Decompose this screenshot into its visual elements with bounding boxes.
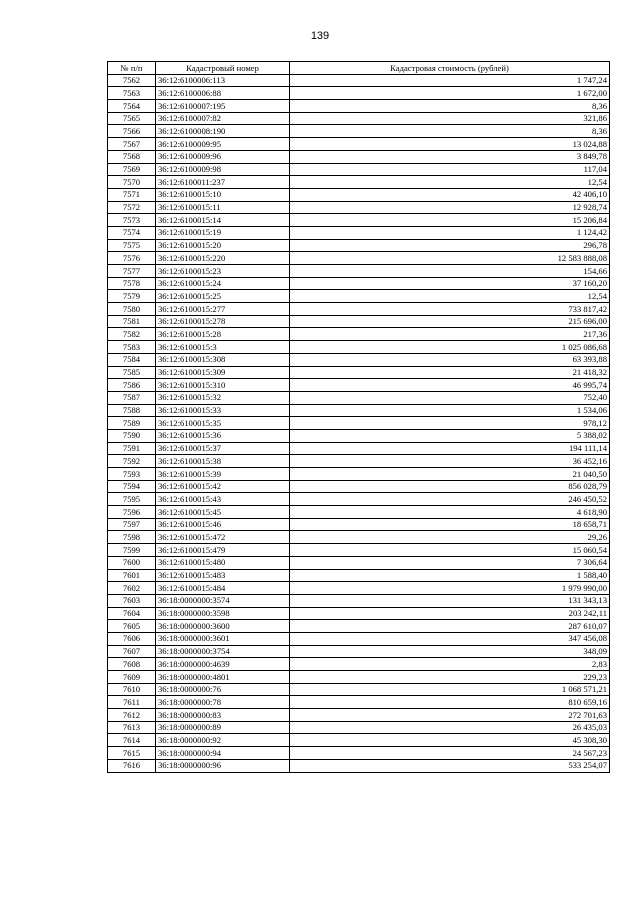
cadastral-number-cell: 36:12:6100015:20 — [156, 239, 290, 252]
cadastral-value-cell: 978,12 — [290, 417, 610, 430]
cadastral-number-cell: 36:12:6100015:309 — [156, 366, 290, 379]
cadastral-value-cell: 24 567,23 — [290, 747, 610, 760]
row-number-cell: 7597 — [108, 518, 156, 531]
table-row — [108, 493, 610, 506]
table-row — [108, 290, 610, 303]
row-number-cell: 7598 — [108, 531, 156, 544]
table-row — [108, 480, 610, 493]
table-row — [108, 150, 610, 163]
cadastral-number-cell: 36:12:6100015:278 — [156, 315, 290, 328]
row-number-cell: 7564 — [108, 100, 156, 113]
cadastral-value-cell: 856 028,79 — [290, 480, 610, 493]
cadastral-number-cell: 36:12:6100009:95 — [156, 138, 290, 151]
cadastral-number-cell: 36:18:0000000:78 — [156, 696, 290, 709]
table-row — [108, 87, 610, 100]
cadastral-number-cell: 36:18:0000000:76 — [156, 683, 290, 696]
table-row — [108, 620, 610, 633]
table-row — [108, 645, 610, 658]
row-number-cell: 7584 — [108, 353, 156, 366]
cadastral-number-cell: 36:18:0000000:4801 — [156, 671, 290, 684]
row-number-cell: 7562 — [108, 74, 156, 87]
table-row — [108, 138, 610, 151]
cadastral-value-cell: 29,26 — [290, 531, 610, 544]
row-number-cell: 7580 — [108, 303, 156, 316]
cadastral-value-cell: 131 343,13 — [290, 594, 610, 607]
cadastral-value-cell: 4 618,90 — [290, 506, 610, 519]
row-number-cell: 7566 — [108, 125, 156, 138]
cadastral-value-cell: 154,66 — [290, 265, 610, 278]
cadastral-number-cell: 36:12:6100015:480 — [156, 556, 290, 569]
cadastral-number-cell: 36:12:6100015:43 — [156, 493, 290, 506]
cadastral-value-cell: 3 849,78 — [290, 150, 610, 163]
table-row — [108, 683, 610, 696]
table-row — [108, 404, 610, 417]
table-row — [108, 303, 610, 316]
cadastral-number-cell: 36:18:0000000:4639 — [156, 658, 290, 671]
table-row — [108, 429, 610, 442]
table-header-row — [108, 62, 610, 75]
row-number-cell: 7573 — [108, 214, 156, 227]
cadastral-number-cell: 36:18:0000000:3754 — [156, 645, 290, 658]
row-number-cell: 7568 — [108, 150, 156, 163]
table-row — [108, 518, 610, 531]
cadastral-value-cell: 8,36 — [290, 125, 610, 138]
cadastral-number-cell: 36:12:6100007:195 — [156, 100, 290, 113]
cadastral-value-cell: 296,78 — [290, 239, 610, 252]
table-row — [108, 163, 610, 176]
cadastral-number-cell: 36:12:6100015:472 — [156, 531, 290, 544]
cadastral-number-cell: 36:12:6100015:39 — [156, 468, 290, 481]
cadastral-number-cell: 36:12:6100015:46 — [156, 518, 290, 531]
row-number-cell: 7612 — [108, 709, 156, 722]
cadastral-number-cell: 36:12:6100015:36 — [156, 429, 290, 442]
table-row — [108, 188, 610, 201]
row-number-cell: 7614 — [108, 734, 156, 747]
header-cadastral-number: Кадастровый номер — [156, 62, 290, 75]
table-row — [108, 112, 610, 125]
cadastral-number-cell: 36:12:6100009:96 — [156, 150, 290, 163]
cadastral-number-cell: 36:12:6100015:32 — [156, 391, 290, 404]
cadastral-number-cell: 36:18:0000000:83 — [156, 709, 290, 722]
table-row — [108, 696, 610, 709]
cadastral-value-cell: 117,04 — [290, 163, 610, 176]
cadastral-value-cell: 8,36 — [290, 100, 610, 113]
cadastral-value-cell: 194 111,14 — [290, 442, 610, 455]
cadastral-value-cell: 63 393,88 — [290, 353, 610, 366]
table-row — [108, 315, 610, 328]
page-number: 139 — [310, 30, 330, 42]
table-row — [108, 594, 610, 607]
cadastral-number-cell: 36:12:6100015:277 — [156, 303, 290, 316]
table-row — [108, 506, 610, 519]
row-number-cell: 7604 — [108, 607, 156, 620]
cadastral-value-cell: 1 124,42 — [290, 226, 610, 239]
cadastral-number-cell: 36:12:6100007:82 — [156, 112, 290, 125]
row-number-cell: 7607 — [108, 645, 156, 658]
cadastral-value-cell: 203 242,11 — [290, 607, 610, 620]
cadastral-value-cell: 1 534,06 — [290, 404, 610, 417]
cadastral-value-cell: 21 418,32 — [290, 366, 610, 379]
cadastral-value-cell: 1 979 990,00 — [290, 582, 610, 595]
cadastral-number-cell: 36:12:6100015:28 — [156, 328, 290, 341]
row-number-cell: 7586 — [108, 379, 156, 392]
table-row — [108, 341, 610, 354]
table-row — [108, 353, 610, 366]
cadastral-number-cell: 36:18:0000000:3600 — [156, 620, 290, 633]
cadastral-number-cell: 36:12:6100006:88 — [156, 87, 290, 100]
cadastral-number-cell: 36:12:6100015:484 — [156, 582, 290, 595]
cadastral-value-cell: 287 610,07 — [290, 620, 610, 633]
row-number-cell: 7611 — [108, 696, 156, 709]
row-number-cell: 7571 — [108, 188, 156, 201]
table-row — [108, 607, 610, 620]
cadastral-number-cell: 36:12:6100015:45 — [156, 506, 290, 519]
cadastral-value-cell: 21 040,50 — [290, 468, 610, 481]
cadastral-number-cell: 36:18:0000000:3574 — [156, 594, 290, 607]
table-row — [108, 721, 610, 734]
row-number-cell: 7608 — [108, 658, 156, 671]
table-row — [108, 328, 610, 341]
row-number-cell: 7576 — [108, 252, 156, 265]
row-number-cell: 7600 — [108, 556, 156, 569]
cadastral-value-cell: 13 024,88 — [290, 138, 610, 151]
row-number-cell: 7583 — [108, 341, 156, 354]
table-row — [108, 658, 610, 671]
table-row — [108, 759, 610, 772]
cadastral-value-cell: 272 701,63 — [290, 709, 610, 722]
row-number-cell: 7603 — [108, 594, 156, 607]
row-number-cell: 7601 — [108, 569, 156, 582]
table-row — [108, 417, 610, 430]
row-number-cell: 7572 — [108, 201, 156, 214]
cadastral-number-cell: 36:12:6100015:42 — [156, 480, 290, 493]
row-number-cell: 7592 — [108, 455, 156, 468]
table-row — [108, 455, 610, 468]
cadastral-number-cell: 36:12:6100015:11 — [156, 201, 290, 214]
cadastral-number-cell: 36:18:0000000:3601 — [156, 632, 290, 645]
cadastral-value-cell: 1 672,00 — [290, 87, 610, 100]
cadastral-number-cell: 36:12:6100011:237 — [156, 176, 290, 189]
row-number-cell: 7591 — [108, 442, 156, 455]
table-row — [108, 277, 610, 290]
table-row — [108, 442, 610, 455]
cadastral-number-cell: 36:12:6100015:25 — [156, 290, 290, 303]
cadastral-value-cell: 533 254,07 — [290, 759, 610, 772]
cadastral-value-cell: 215 696,00 — [290, 315, 610, 328]
row-number-cell: 7590 — [108, 429, 156, 442]
cadastral-number-cell: 36:12:6100015:37 — [156, 442, 290, 455]
row-number-cell: 7577 — [108, 265, 156, 278]
table-row — [108, 366, 610, 379]
table-row — [108, 201, 610, 214]
cadastral-number-cell: 36:12:6100015:483 — [156, 569, 290, 582]
cadastral-number-cell: 36:18:0000000:92 — [156, 734, 290, 747]
cadastral-value-cell: 15 060,54 — [290, 544, 610, 557]
row-number-cell: 7595 — [108, 493, 156, 506]
row-number-cell: 7569 — [108, 163, 156, 176]
cadastral-number-cell: 36:12:6100015:24 — [156, 277, 290, 290]
cadastral-value-cell: 46 995,74 — [290, 379, 610, 392]
table-row — [108, 544, 610, 557]
table-row — [108, 632, 610, 645]
table-row — [108, 734, 610, 747]
row-number-cell: 7574 — [108, 226, 156, 239]
row-number-cell: 7575 — [108, 239, 156, 252]
row-number-cell: 7579 — [108, 290, 156, 303]
table-row — [108, 252, 610, 265]
cadastral-number-cell: 36:18:0000000:89 — [156, 721, 290, 734]
row-number-cell: 7615 — [108, 747, 156, 760]
table-row — [108, 531, 610, 544]
cadastral-number-cell: 36:12:6100008:190 — [156, 125, 290, 138]
cadastral-value-cell: 5 388,02 — [290, 429, 610, 442]
cadastral-value-cell: 12,54 — [290, 290, 610, 303]
cadastral-value-cell: 12 928,74 — [290, 201, 610, 214]
cadastral-value-cell: 752,40 — [290, 391, 610, 404]
row-number-cell: 7606 — [108, 632, 156, 645]
cadastral-value-cell: 1 068 571,21 — [290, 683, 610, 696]
cadastral-value-cell: 217,36 — [290, 328, 610, 341]
cadastral-number-cell: 36:12:6100015:10 — [156, 188, 290, 201]
table-row — [108, 379, 610, 392]
cadastral-value-cell: 321,86 — [290, 112, 610, 125]
cadastral-number-cell: 36:12:6100006:113 — [156, 74, 290, 87]
row-number-cell: 7596 — [108, 506, 156, 519]
row-number-cell: 7609 — [108, 671, 156, 684]
cadastral-value-cell: 7 306,64 — [290, 556, 610, 569]
table-row — [108, 391, 610, 404]
cadastral-value-cell: 37 160,20 — [290, 277, 610, 290]
table-row — [108, 709, 610, 722]
cadastral-value-cell: 1 588,40 — [290, 569, 610, 582]
cadastral-number-cell: 36:12:6100015:14 — [156, 214, 290, 227]
cadastral-value-cell: 733 817,42 — [290, 303, 610, 316]
table-row — [108, 265, 610, 278]
row-number-cell: 7594 — [108, 480, 156, 493]
table-row — [108, 747, 610, 760]
cadastral-value-cell: 2,83 — [290, 658, 610, 671]
table-row — [108, 671, 610, 684]
cadastral-value-cell: 18 658,71 — [290, 518, 610, 531]
table-row — [108, 582, 610, 595]
table-row — [108, 226, 610, 239]
cadastral-value-cell: 246 450,52 — [290, 493, 610, 506]
row-number-cell: 7589 — [108, 417, 156, 430]
table-row — [108, 468, 610, 481]
cadastral-number-cell: 36:18:0000000:3598 — [156, 607, 290, 620]
cadastral-number-cell: 36:12:6100015:3 — [156, 341, 290, 354]
table-row — [108, 100, 610, 113]
cadastral-number-cell: 36:12:6100015:38 — [156, 455, 290, 468]
cadastral-number-cell: 36:12:6100015:35 — [156, 417, 290, 430]
table-row — [108, 214, 610, 227]
header-cadastral-value: Кадастровая стоимость (рублей) — [290, 62, 610, 75]
row-number-cell: 7570 — [108, 176, 156, 189]
cadastral-value-cell: 1 025 086,68 — [290, 341, 610, 354]
table-row — [108, 569, 610, 582]
row-number-cell: 7582 — [108, 328, 156, 341]
cadastral-number-cell: 36:12:6100015:479 — [156, 544, 290, 557]
cadastral-value-cell: 12 583 888,08 — [290, 252, 610, 265]
row-number-cell: 7587 — [108, 391, 156, 404]
row-number-cell: 7578 — [108, 277, 156, 290]
row-number-cell: 7588 — [108, 404, 156, 417]
cadastral-value-cell: 12,54 — [290, 176, 610, 189]
cadastral-value-cell: 1 747,24 — [290, 74, 610, 87]
row-number-cell: 7599 — [108, 544, 156, 557]
row-number-cell: 7613 — [108, 721, 156, 734]
cadastral-value-cell: 45 308,30 — [290, 734, 610, 747]
cadastral-value-cell: 348,09 — [290, 645, 610, 658]
cadastral-value-cell: 229,23 — [290, 671, 610, 684]
table-row — [108, 74, 610, 87]
cadastral-number-cell: 36:12:6100015:23 — [156, 265, 290, 278]
row-number-cell: 7565 — [108, 112, 156, 125]
cadastral-number-cell: 36:18:0000000:96 — [156, 759, 290, 772]
table-row — [108, 556, 610, 569]
cadastral-number-cell: 36:12:6100009:98 — [156, 163, 290, 176]
cadastral-number-cell: 36:12:6100015:220 — [156, 252, 290, 265]
row-number-cell: 7563 — [108, 87, 156, 100]
cadastral-value-cell: 26 435,03 — [290, 721, 610, 734]
cadastral-table — [107, 61, 610, 773]
cadastral-value-cell: 36 452,16 — [290, 455, 610, 468]
row-number-cell: 7616 — [108, 759, 156, 772]
cadastral-number-cell: 36:12:6100015:19 — [156, 226, 290, 239]
row-number-cell: 7610 — [108, 683, 156, 696]
table-row — [108, 125, 610, 138]
cadastral-value-cell: 347 456,08 — [290, 632, 610, 645]
cadastral-number-cell: 36:12:6100015:33 — [156, 404, 290, 417]
row-number-cell: 7581 — [108, 315, 156, 328]
row-number-cell: 7602 — [108, 582, 156, 595]
row-number-cell: 7605 — [108, 620, 156, 633]
cadastral-value-cell: 15 206,84 — [290, 214, 610, 227]
cadastral-number-cell: 36:18:0000000:94 — [156, 747, 290, 760]
cadastral-value-cell: 810 659,16 — [290, 696, 610, 709]
table-row — [108, 176, 610, 189]
table-body — [108, 74, 610, 772]
header-row-number: № п/п — [108, 62, 156, 75]
row-number-cell: 7567 — [108, 138, 156, 151]
table-row — [108, 239, 610, 252]
row-number-cell: 7593 — [108, 468, 156, 481]
cadastral-value-cell: 42 406,10 — [290, 188, 610, 201]
cadastral-number-cell: 36:12:6100015:308 — [156, 353, 290, 366]
row-number-cell: 7585 — [108, 366, 156, 379]
cadastral-number-cell: 36:12:6100015:310 — [156, 379, 290, 392]
